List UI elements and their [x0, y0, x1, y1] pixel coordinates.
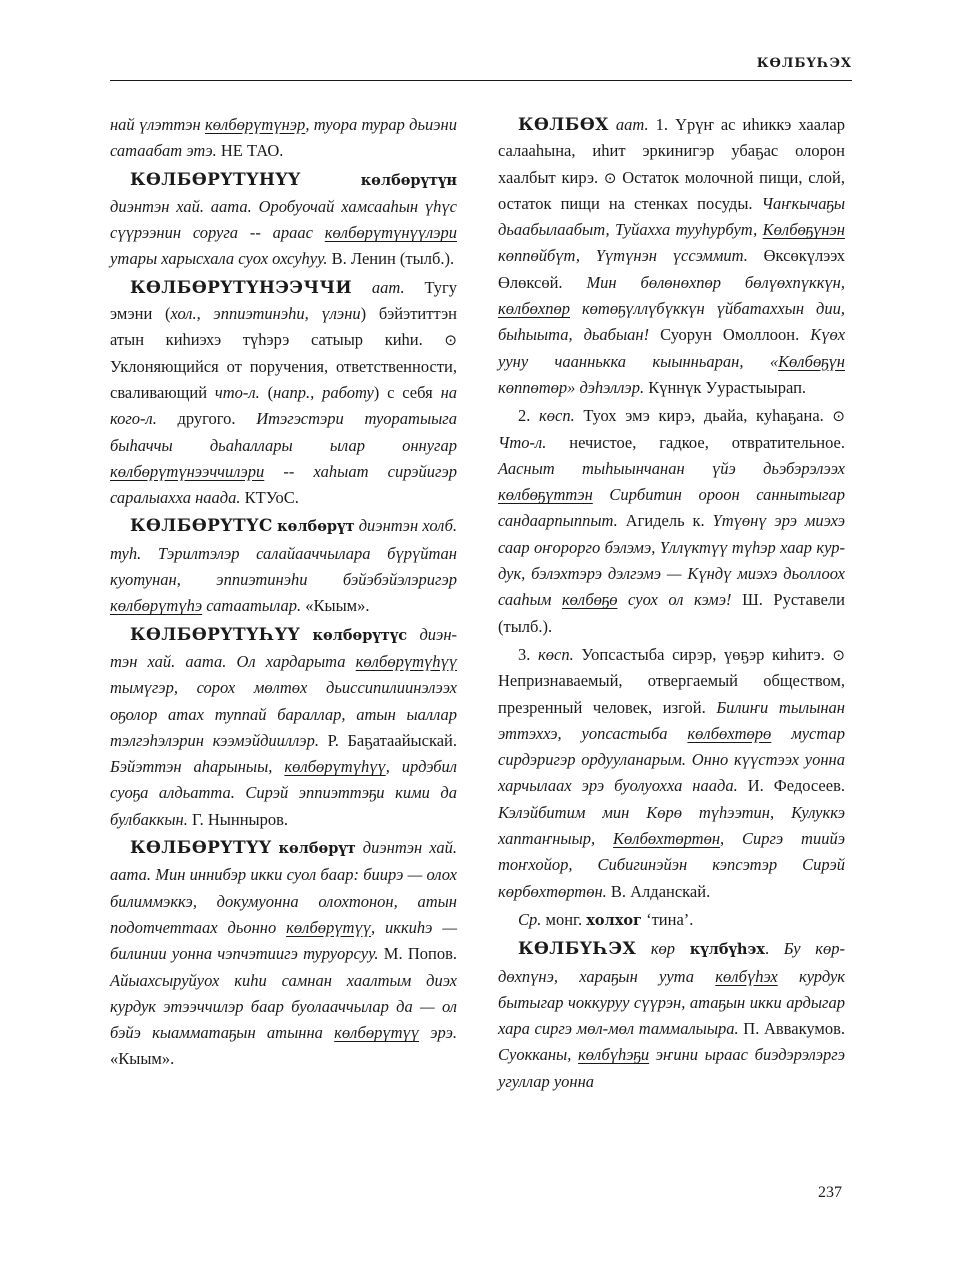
entry-continuation: най үлэттэн көлбөрүтүнэр, туора турар дьиэни сатаабат этэ. НЕ ТАО.: [110, 115, 457, 161]
page-number: 237: [818, 1184, 842, 1201]
headword: КӨЛБӨРҮТҮҮ: [130, 838, 272, 859]
right-column: [498, 112, 845, 1097]
sense-2: 2. көсп. Туох эмэ кирэ, дьайа, куһаҕана. ⊙ Что-л. нечистое, гадкое, отвратительное. Аасныт тыһыынчанан үйэ дьэбэрэлээх көлбөҕүттэн Сирбитин ороон саннытыгар сандаарпыппыт. Агидель к. Үтүөнү эрэ миэхэ саар оҥорорго бэлэмэ, Үллүктүү түһэр хаар курдук, бэлэхтэрэ дэлгэмэ — Күндү миэхэ дьоллоох сааһым көлбөҕө суох ол кэмэ! Ш. Руставели (тылб.).: [498, 406, 845, 636]
comparison-note: Ср. монг. холхог ‘тина’.: [518, 909, 694, 929]
definition-marker-icon: ⊙: [832, 645, 845, 664]
headword: КӨЛБҮҺЭХ: [518, 939, 637, 960]
dictionary-entry: КӨЛБӨРҮТҮНЭЭЧЧИ аат. Тугу эмэни (хол., эппиэтинэһи, үлэни) бэйэтиттэн атын киһиэхэ түһэрэ сатыыр киһи. ⊙ Уклоняющийся от поручения, ответственности, сваливающий что-л. (напр., работу) с себя на кого-л. другого. Итэгэстэри туоратыыга быһаччы дьаһаллары ылар оннугар көлбөрүтүнээччилэри -- хаһыат сирэйигэр саралыахха наада. КТУоС.: [110, 277, 457, 508]
headword: КӨЛБӨРҮТҮҺҮҮ: [130, 624, 301, 645]
dictionary-entry: КӨЛБӨРҮТҮНҮҮ көлбөрүтүн диэнтэн хай. аата. Оробуочай хамсааһын үһүс сүүрээнин соруга -- араас көлбөрүтүнүүлэри утары харысхала суох охсуһуу. В. Ленин (тылб.).: [110, 169, 457, 269]
dictionary-entry: КӨЛБӨРҮТҮС көлбөрүт диэнтэн холб. туһ. Тэрилтэлэр салайааччылара бүрүйтан куотунан, эппиэтинэһи бэйэбэйэлэригэр көлбөрүтүһэ сатаатылар. «Кыым».: [110, 516, 457, 616]
dictionary-entry: КӨЛБҮҺЭХ көр күлбүһэх. Бу көрдөхпүнэ, хараҕын уута көлбүһэх курдук бытыгар чоккуруу сүүрэн, атаҕын икки ардыгар хара сиргэ мөл-мөл таммалыыра. П. Аввакумов. Суокканы, көлбүһэҕи эҥини ыраас биэдэрэлэргэ угуллар уонна: [498, 939, 846, 1091]
left-column: [110, 112, 457, 1075]
headword: КӨЛБӨРҮТҮС: [130, 516, 273, 537]
page-header: [110, 50, 852, 81]
headword: КӨЛБӨХ: [518, 115, 609, 135]
definition-marker-icon: ⊙: [444, 331, 457, 350]
definition-marker-icon: ⊙: [603, 168, 617, 187]
running-head: КӨЛБҮҺЭХ: [756, 56, 852, 71]
headword: КӨЛБӨРҮТҮНЭЭЧЧИ: [130, 277, 353, 298]
headword: КӨЛБӨРҮТҮНҮҮ: [130, 169, 301, 190]
dictionary-entry: КӨЛБӨХ аат. 1. Үрүҥ ас иһиккэ хаалар салааһына, иһит эркинигэр убаҕас олорон хаалбыт кирэ. ⊙ Остаток молочной пищи, слой, остаток пищи на стенках посуды. Чаҥкычаҕы дьаабылаабыт, Туйахха тууһурбут, Көлбөҕүнэн көппөйбүт, Үүтүнэн үссэммит. Өксөкүлээх Өлөксөй. Мин бөлөнөхпөр бөлүөхпүккүн, көлбөхпөр көтөҕүллүбүккүн үйбатаххын дии, быһыыта, дьабыан! Суорун Омоллоон. Күөх ууну чааннькка кыынньаран, «Көлбөҕүн көппөтөр» дэһэллэр. Күннүк Уурастыырап.: [498, 115, 846, 397]
sense-3: 3. көсп. Уопсастыба сирэр, үөҕэр киһитэ. ⊙ Непризнаваемый, отвергаемый обществом, презренный человек, изгой. Билиҥи тылынан эттэххэ, уопсастыба көлбөхтөрө мустар сирдэригэр ордууланарым. Онно күүстээх уонна харчылаах эрэ буолуохха наада. И. Федосеев. Кэлэйбитим мин Көрө түһээтин, Кулуккэ хаптаҥныыр, Көлбөхтөртөн, Сиргэ тиийэ тоҥхойор, Сибигинэйэн кэпсэтэр Сирэй көрбөхтөртөн. В. Алданскай.: [498, 644, 845, 901]
dictionary-entry: КӨЛБӨРҮТҮҮ көлбөрүт диэнтэн хай. аата. Мин иннибэр икки суол баар: биирэ — олох билиммэккэ, докумуонна олохтонон, атын подотчеттаах дьонно көлбөрүтүү, иккиһэ — билинии уонна чэпчэтиигэ туруорсуу. М. Попов. Айыахсыруйуох киһи самнан хаалтым диэх курдук этээччилэр баар буолааччылар да — ол бэйэ кыамматаҕын атынна көлбөрүтүү эрэ. «Кыым».: [110, 838, 457, 1069]
definition-marker-icon: ⊙: [832, 407, 845, 426]
dictionary-entry: КӨЛБӨРҮТҮҺҮҮ көлбөрүтүс диэнтэн хай. аата. Ол хардарыта көлбөрүтүһүү тымүгэр, сорох мөлтөх дьиссипилиинэлээх оҕолор атах туппай бараллар, атын ыаллар тэлгэһэлэрин кээмэйдииллэр. Р. Баҕатаайыскай. Бэйэттэн аһарыныы, көлбөрүтүһүү, ирдэбил суоҕа алдьатта. Сирэй эппиэттэҕи кими да булбаккын. Г. Нынныров.: [110, 624, 458, 829]
